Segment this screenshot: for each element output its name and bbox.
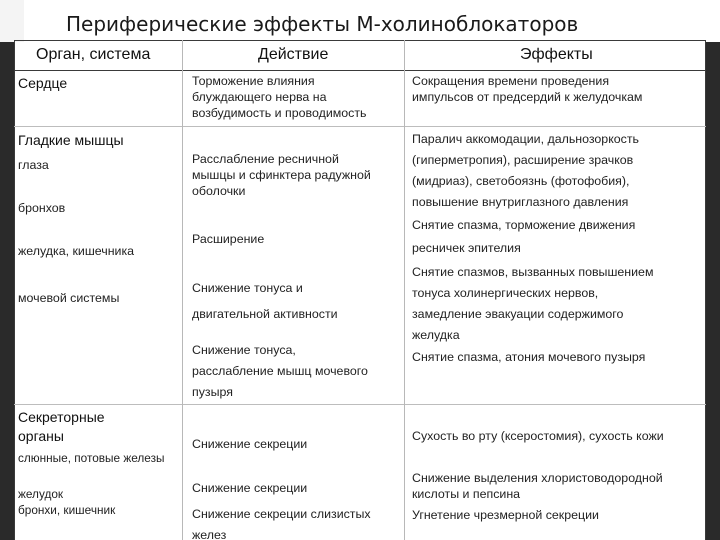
heart-action-line: возбудимость и проводимость xyxy=(192,106,367,120)
eye-action-line: оболочки xyxy=(192,184,246,198)
column-header-effects: Эффекты xyxy=(520,46,593,63)
secretory-bronchi-action-line: Снижение секреции слизистых xyxy=(192,507,371,521)
glands-action: Снижение секреции xyxy=(192,437,308,451)
heart-effect-line: Сокращения времени проведения xyxy=(412,74,610,88)
column-header-action: Действие xyxy=(258,46,329,63)
stomach-effect-line: Снижение выделения хлористоводородной xyxy=(412,471,663,485)
stomach-effect xyxy=(412,470,663,502)
gut-effect-line: замедление эвакуации содержимого xyxy=(412,307,624,321)
eye-effect-line: Паралич аккомодации, дальнозоркость xyxy=(412,132,639,146)
secretory-organ-line: органы xyxy=(18,428,64,444)
organ-stomach: желудок xyxy=(18,487,64,501)
gut-effect xyxy=(412,262,653,346)
title-bar-edge xyxy=(0,0,24,42)
secretory-bronchi-effect: Угнетение чрезмерной секреции xyxy=(412,508,599,522)
urinary-action-line: расслабление мышц мочевого xyxy=(192,364,368,378)
left-dark-strip xyxy=(0,42,14,540)
stomach-effect-line: кислоты и пепсина xyxy=(412,487,521,501)
title-bar xyxy=(0,0,720,42)
stomach-action: Снижение секреции xyxy=(192,481,308,495)
heart-divider xyxy=(14,126,706,127)
organ-smooth-muscles: Гладкие мышцы xyxy=(18,132,124,148)
header-divider xyxy=(14,70,706,71)
organ-urinary: мочевой системы xyxy=(18,291,120,305)
right-dark-strip xyxy=(706,42,720,540)
secretory-bronchi-action-line: желез xyxy=(192,528,227,540)
urinary-effect: Снятие спазма, атония мочевого пузыря xyxy=(412,350,646,364)
secretory-organ-line: Секреторные xyxy=(18,409,105,425)
urinary-action-line: пузыря xyxy=(192,385,233,399)
bronchi-effect xyxy=(412,215,635,259)
organ-heart: Сердце xyxy=(18,75,68,91)
secretory-bronchi-action xyxy=(192,504,371,540)
organ-gut: желудка, кишечника xyxy=(18,244,135,258)
column-divider-1 xyxy=(182,40,183,540)
eye-effect-line: (гиперметропия), расширение зрачков xyxy=(412,153,634,167)
gut-effect-line: желудка xyxy=(412,328,460,342)
eye-action-line: Расслабление ресничной xyxy=(192,152,339,166)
heart-action-line: Торможение влияния xyxy=(192,74,315,88)
urinary-action xyxy=(192,340,368,403)
heart-effect-line: импульсов от предсердий к желудочкам xyxy=(412,90,643,104)
heart-action xyxy=(192,73,366,121)
gut-effect-line: Снятие спазмов, вызванных повышением xyxy=(412,265,654,279)
column-divider-2 xyxy=(404,40,405,540)
gut-action-line: двигательной активности xyxy=(192,307,338,321)
gut-effect-line: тонуса холинергических нервов, xyxy=(412,286,599,300)
eye-effect xyxy=(412,129,639,213)
heart-effect xyxy=(412,73,642,105)
column-header-organ: Орган, система xyxy=(36,46,151,63)
urinary-action-line: Снижение тонуса, xyxy=(192,343,296,357)
gut-action xyxy=(192,278,338,325)
slide-title: Периферические эффекты М-холиноблокаторов xyxy=(66,12,579,36)
bronchi-effect-line: ресничек эпителия xyxy=(412,241,521,255)
smooth-divider xyxy=(14,404,706,405)
eye-action-line: мышцы и сфинктера радужной xyxy=(192,168,371,182)
glands-effect: Сухость во рту (ксеростомия), сухость кожи xyxy=(412,429,664,443)
eye-action xyxy=(192,151,371,199)
organ-eye: глаза xyxy=(18,158,49,172)
organ-secretory xyxy=(18,408,105,446)
eye-effect-line: повышение внутриглазного давления xyxy=(412,195,629,209)
heart-action-line: блуждающего нерва на xyxy=(192,90,327,104)
eye-effect-line: (мидриаз), светобоязнь (фотофобия), xyxy=(412,174,630,188)
gut-action-line: Снижение тонуса и xyxy=(192,281,303,295)
organ-bronchi: бронхов xyxy=(18,201,66,215)
organ-secretory-bronchi: бронхи, кишечник xyxy=(18,503,116,517)
bronchi-effect-line: Снятие спазма, торможение движения xyxy=(412,218,636,232)
bronchi-action: Расширение xyxy=(192,232,265,246)
organ-glands: слюнные, потовые железы xyxy=(18,451,165,465)
